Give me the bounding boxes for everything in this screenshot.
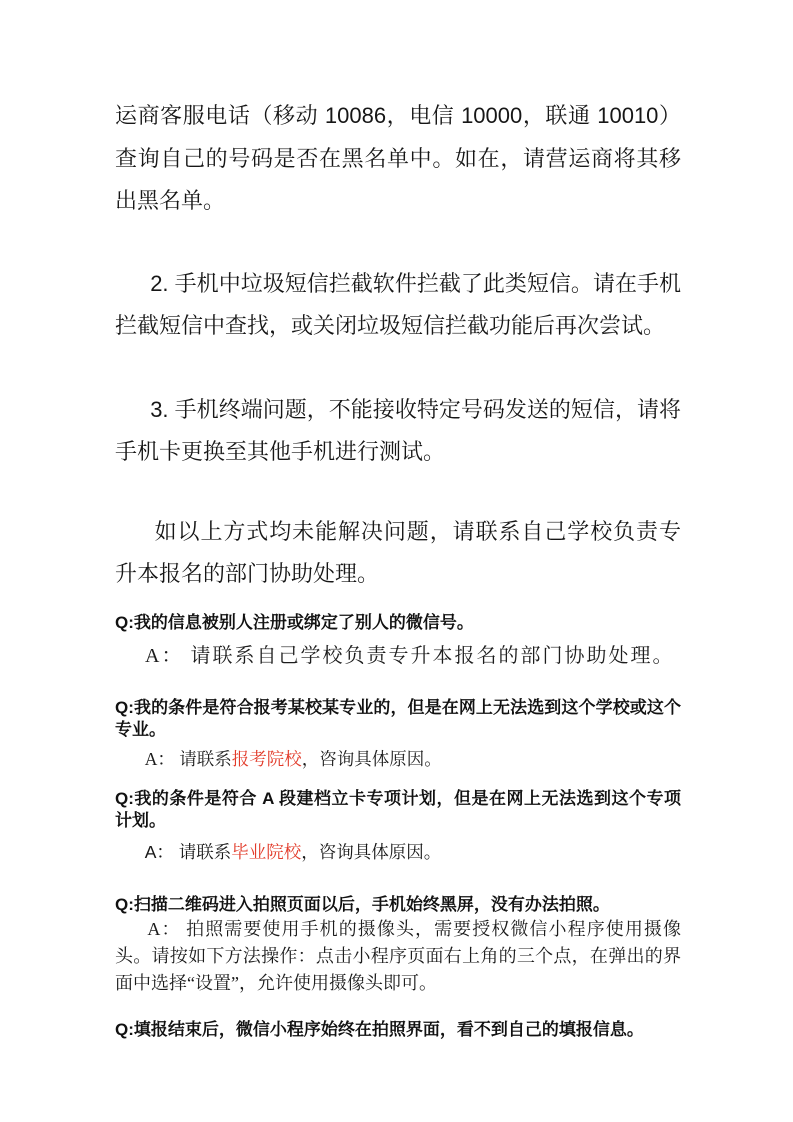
faq-question-black-screen-camera: Q:扫描二维码进入拍照页面以后，手机始终黑屏，没有办法拍照。 bbox=[115, 894, 610, 914]
answer-text-pre: A： 请联系 bbox=[144, 748, 232, 769]
intro-paragraph-sms-block-software: 2. 手机中垃圾短信拦截软件拦截了此类短信。请在手机拦截短信中查找，或关闭垃圾短信拦截功能后再次尝试。 bbox=[115, 270, 681, 338]
faq-question-cannot-select-school: Q:我的条件是符合报考某校某专业的，但是在网上无法选到这个学校或这个专业。 bbox=[115, 697, 681, 739]
intro-paragraph-operator-hotline: 运商客服电话（移动 10086，电信 10000，联通 10010）查询自己的号码是否在黑名单中。如在，请营运商将其移出黑名单。 bbox=[115, 103, 681, 213]
faq-answer-special-plan bbox=[115, 839, 681, 865]
faq-answer-cannot-select-school bbox=[115, 746, 681, 772]
answer-highlight-graduation-school: 毕业院校 bbox=[231, 841, 302, 862]
faq-question-wechat-bound: Q:我的信息被别人注册或绑定了别人的微信号。 bbox=[115, 612, 474, 632]
faq-answer-wechat-bound: A： 请联系自己学校负责专升本报名的部门协助处理。 bbox=[145, 644, 675, 667]
answer-text-post: ，咨询具体原因。 bbox=[301, 841, 442, 862]
faq-answer-black-screen-camera: A： 拍照需要使用手机的摄像头，需要授权微信小程序使用摄像头。请按如下方法操作：点击小程序页面右上角的三个点，在弹出的界面中选择“设置”，允许使用摄像头即可。 bbox=[115, 918, 681, 993]
faq-question-special-plan: Q:我的条件是符合 A 段建档立卡专项计划，但是在网上无法选到这个专项计划。 bbox=[115, 788, 681, 830]
intro-paragraph-handset-issue: 3. 手机终端问题，不能接收特定号码发送的短信，请将手机卡更换至其他手机进行测试。 bbox=[115, 396, 681, 464]
answer-highlight-enrolling-school: 报考院校 bbox=[231, 748, 302, 769]
answer-text-post: ，咨询具体原因。 bbox=[301, 748, 442, 769]
faq-question-stuck-on-photo-page: Q:填报结束后，微信小程序始终在拍照界面，看不到自己的填报信息。 bbox=[115, 1019, 644, 1039]
answer-text-pre: A： 请联系 bbox=[144, 841, 232, 862]
intro-paragraph-contact-school: 如以上方式均未能解决问题，请联系自己学校负责专升本报名的部门协助处理。 bbox=[115, 518, 681, 586]
